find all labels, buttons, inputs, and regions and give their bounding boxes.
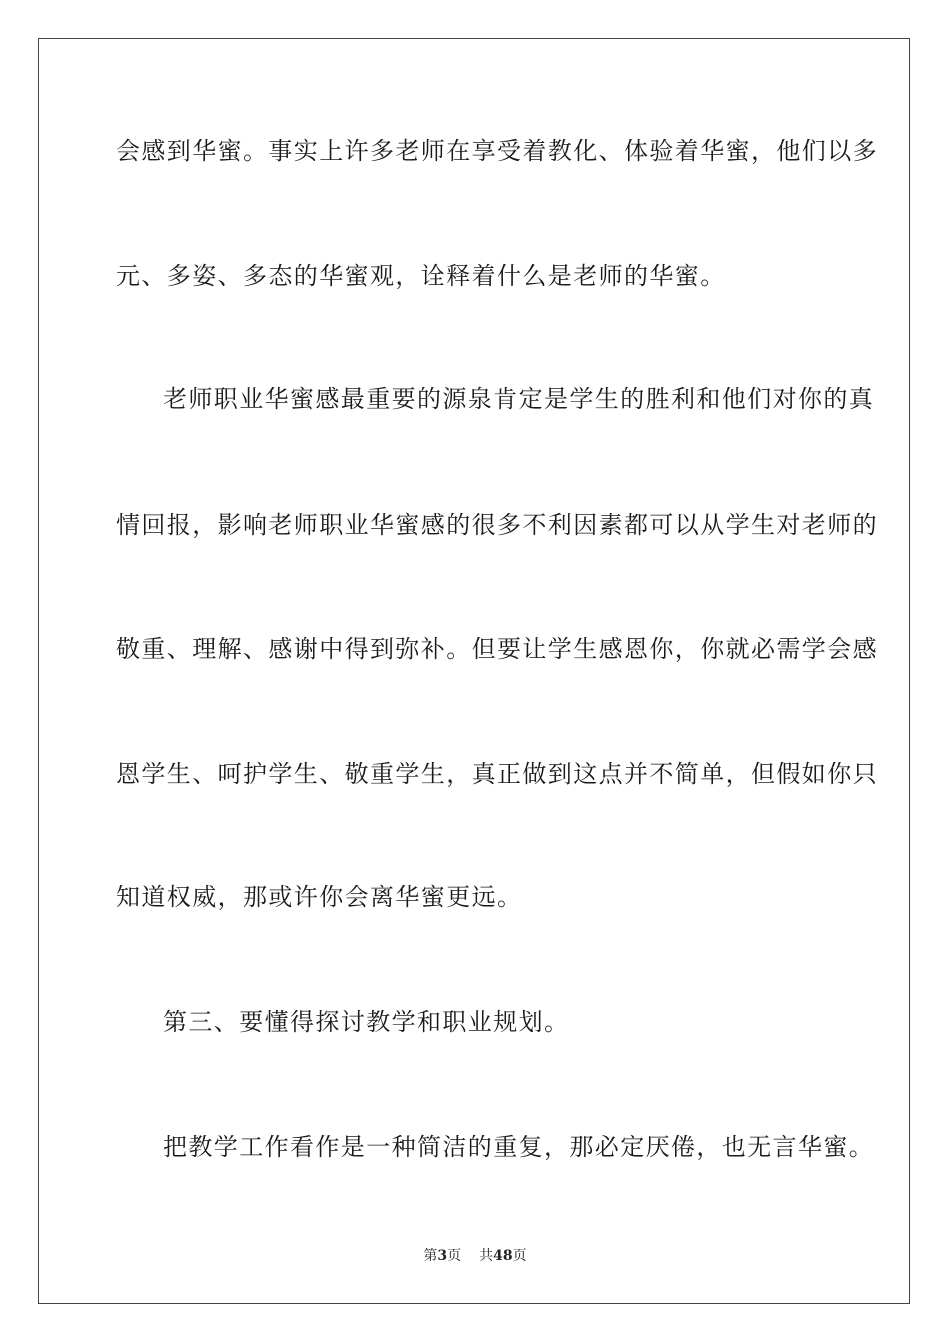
section-heading: 第三、要懂得探讨教学和职业规划。 [163, 1008, 570, 1036]
total-suffix: 页 [512, 1248, 527, 1264]
text-line-9: 把教学工作看作是一种简洁的重复，那必定厌倦，也无言华蜜。 [163, 1133, 875, 1161]
page-border [38, 38, 910, 1304]
page-number: 3 [437, 1248, 448, 1264]
total-prefix: 共 [479, 1248, 494, 1264]
page-prefix: 第 [423, 1248, 438, 1264]
text-line-2: 元、多姿、多态的华蜜观，诠释着什么是老师的华蜜。 [116, 262, 726, 290]
text-line-5: 敬重、理解、感谢中得到弥补。但要让学生感恩你，你就必需学会感 [116, 635, 878, 663]
total-pages: 48 [493, 1248, 513, 1264]
text-line-1: 会感到华蜜。事实上许多老师在享受着教化、体验着华蜜，他们以多 [116, 137, 878, 165]
page-suffix: 页 [447, 1248, 462, 1264]
text-line-7: 知道权威，那或许你会离华蜜更远。 [116, 883, 523, 911]
text-line-6: 恩学生、呵护学生、敬重学生，真正做到这点并不简单，但假如你只 [116, 760, 878, 788]
page-footer [0, 1246, 950, 1266]
text-line-4: 情回报，影响老师职业华蜜感的很多不利因素都可以从学生对老师的 [116, 511, 878, 539]
text-line-3: 老师职业华蜜感最重要的源泉肯定是学生的胜利和他们对你的真 [163, 385, 875, 413]
